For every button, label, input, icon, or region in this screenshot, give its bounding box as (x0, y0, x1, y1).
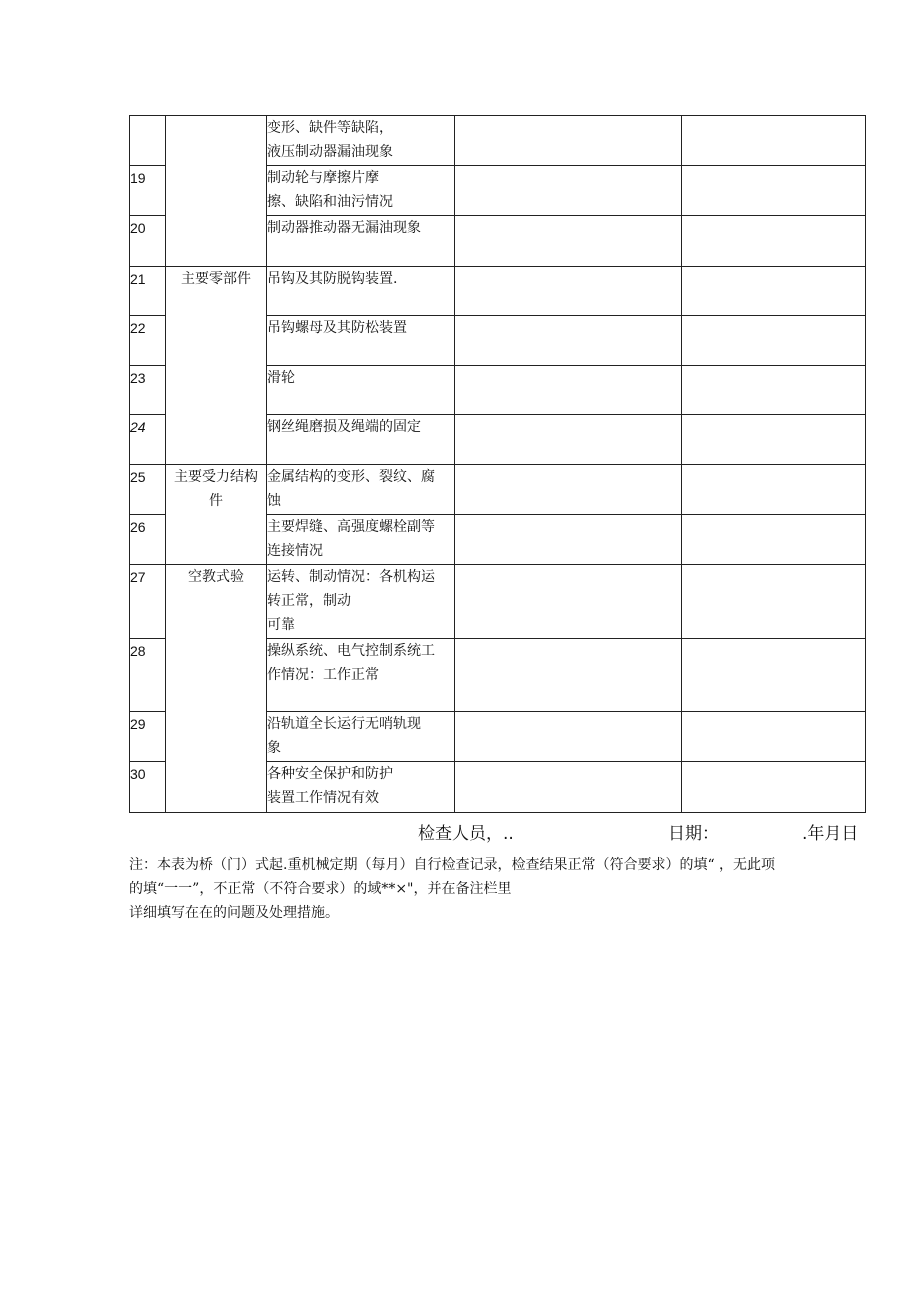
row-number: 19 (130, 166, 166, 216)
table-row (130, 267, 866, 316)
row-number: 29 (130, 712, 166, 762)
item-cell (267, 712, 455, 762)
item-cell (267, 465, 455, 515)
item-text: 变形、缺件等缺陷， 液压制动器漏油现象 (267, 120, 393, 160)
remark-cell[interactable] (682, 267, 866, 316)
item-cell (267, 415, 455, 465)
row-number: 20 (130, 216, 166, 267)
result-cell[interactable] (455, 465, 682, 515)
row-number: 26 (130, 515, 166, 565)
result-cell[interactable] (455, 415, 682, 465)
result-cell[interactable] (455, 712, 682, 762)
remark-cell[interactable] (682, 415, 866, 465)
item-text: 运转、制动情况：各机构运 转正常，制动 可靠 (267, 569, 435, 633)
footnote-line: 注：本表为桥（门）式起.重机械定期（每月）自行检查记录，检查结果正常（符合要求）的填“ ，无此项 (129, 857, 776, 873)
remark-cell[interactable] (682, 565, 866, 639)
category-main-parts: 主要零部件 (166, 267, 267, 465)
result-cell[interactable] (455, 515, 682, 565)
row-number: 21 (130, 267, 166, 316)
footnote-line: 的填“一一”，不正常（不符合要求）的域**×"，并在备注栏里 (129, 881, 512, 897)
row-number (130, 116, 166, 166)
remark-cell[interactable] (682, 639, 866, 712)
row-number: 28 (130, 639, 166, 712)
row-number: 22 (130, 316, 166, 366)
inspector-label: 检查人员，.. (418, 824, 514, 844)
item-cell (267, 316, 455, 366)
item-text: 制动轮与摩擦片摩 擦、缺陷和油污情况 (267, 170, 393, 210)
inspection-table (129, 115, 866, 813)
date-suffix: .年月日 (802, 824, 859, 844)
item-text: 吊钩及其防脱钩装置. (267, 271, 398, 287)
item-cell (267, 166, 455, 216)
row-number: 25 (130, 465, 166, 515)
row-number: 30 (130, 762, 166, 813)
remark-cell[interactable] (682, 712, 866, 762)
item-cell (267, 639, 455, 712)
result-cell[interactable] (455, 762, 682, 813)
item-text: 吊钩螺母及其防松装置 (267, 320, 407, 336)
remark-cell[interactable] (682, 762, 866, 813)
remark-cell[interactable] (682, 465, 866, 515)
item-text: 金属结构的变形、裂纹、腐 蚀 (267, 469, 435, 509)
item-cell (267, 267, 455, 316)
result-cell[interactable] (455, 639, 682, 712)
row-number: 27 (130, 565, 166, 639)
remark-cell[interactable] (682, 515, 866, 565)
table-row (130, 565, 866, 639)
item-cell (267, 565, 455, 639)
item-cell (267, 216, 455, 267)
date-label: 日期： (668, 824, 719, 844)
item-cell (267, 366, 455, 415)
result-cell[interactable] (455, 166, 682, 216)
item-cell (267, 116, 455, 166)
result-cell[interactable] (455, 267, 682, 316)
category-cell-brake (166, 116, 267, 267)
result-cell[interactable] (455, 565, 682, 639)
footnote (129, 853, 869, 925)
row-number: 24 (130, 415, 166, 465)
item-text: 各种安全保护和防护 装置工作情况有效 (267, 766, 393, 806)
row-number: 23 (130, 366, 166, 415)
result-cell[interactable] (455, 316, 682, 366)
footnote-line: 详细填写在在的问题及处理措施。 (129, 905, 339, 921)
category-text: 主要受力结构 件 (174, 469, 258, 509)
remark-cell[interactable] (682, 116, 866, 166)
remark-cell[interactable] (682, 166, 866, 216)
table-row (130, 116, 866, 166)
item-cell (267, 762, 455, 813)
item-text: 钢丝绳磨损及绳端的固定 (267, 419, 421, 435)
item-text: 制动器推动器无漏油现象 (267, 220, 421, 236)
remark-cell[interactable] (682, 366, 866, 415)
item-text: 沿轨道全长运行无哨轨现 象 (267, 716, 421, 756)
item-cell (267, 515, 455, 565)
category-test: 空教式验 (166, 565, 267, 813)
result-cell[interactable] (455, 366, 682, 415)
result-cell[interactable] (455, 216, 682, 267)
item-text: 滑轮 (267, 370, 295, 386)
remark-cell[interactable] (682, 216, 866, 267)
item-text: 操纵系统、电气控制系统工 作情况：工作正常 (267, 643, 435, 683)
category-load-structure (166, 465, 267, 565)
remark-cell[interactable] (682, 316, 866, 366)
table-row (130, 465, 866, 515)
item-text: 主要焊缝、高强度螺栓副等 连接情况 (267, 519, 435, 559)
result-cell[interactable] (455, 116, 682, 166)
